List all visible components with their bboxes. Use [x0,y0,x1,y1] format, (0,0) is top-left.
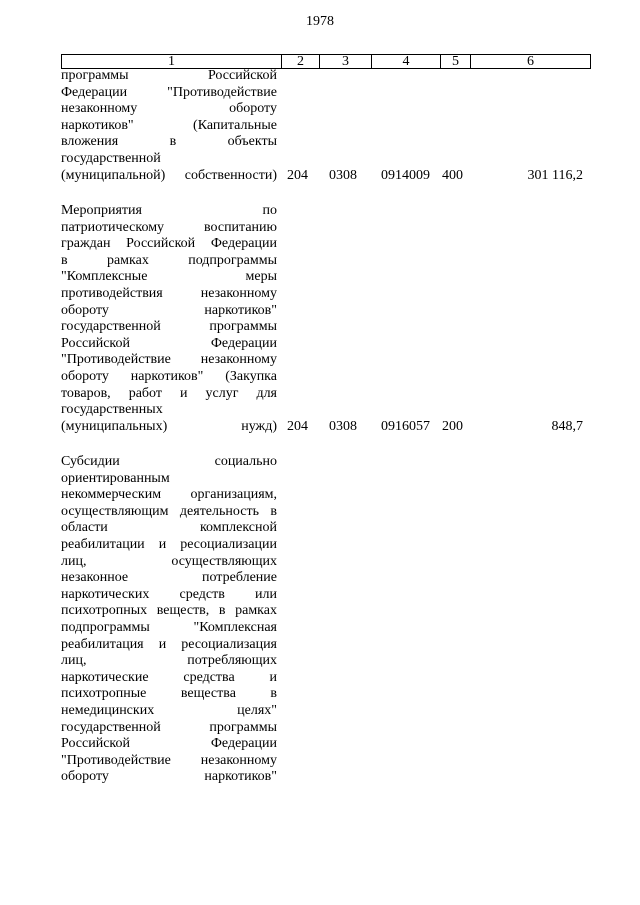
description-line: осуществляющим деятельность в [61,503,277,519]
description-line: немедицинских целях" [61,702,277,718]
description-line: товаров, работ и услуг для [61,385,277,401]
column-header-4: 4 [371,55,440,68]
description-line: ориентированным [61,470,170,486]
row-amount: 301 116,2 [527,167,583,183]
row-target-article: 0916057 [381,418,430,434]
description-line: государственной программы [61,719,277,735]
column-header-5: 5 [440,55,470,68]
description-line: граждан Российской Федерации [61,236,277,252]
description-line: наркотиков" (Капитальные [61,117,277,133]
column-header-3: 3 [319,55,371,68]
row-target-article: 0914009 [381,167,430,183]
row-section: 0308 [329,418,357,434]
description-line: "Комплексные меры [61,269,277,285]
description-line: Российской Федерации [61,335,277,351]
description-line: лиц, потребляющих [61,653,277,669]
description-line: государственной [61,150,161,166]
description-line: патриотическому воспитанию [61,219,277,235]
column-header-6: 6 [470,55,590,68]
table-header [61,54,591,69]
description-line: "Противодействие незаконному [61,352,277,368]
description-line: в рамках подпрограммы [61,252,277,268]
row-description [61,68,277,184]
description-line: государственных [61,402,163,418]
column-header-2: 2 [281,55,319,68]
description-line: психотропные вещества в [61,686,277,702]
row-amount: 848,7 [551,418,583,434]
page-number: 1978 [306,14,334,29]
description-line: государственной программы [61,319,277,335]
row-code: 204 [287,167,308,183]
description-line: незаконное потребление [61,570,277,586]
description-line: Федерации "Противодействие [61,84,277,100]
row-code: 204 [287,418,308,434]
description-line: обороту наркотиков" (Закупка [61,368,277,384]
description-line: области комплексной [61,520,277,536]
row-expense-type: 400 [442,167,463,183]
description-line: реабилитации и ресоциализации [61,536,277,552]
description-line: Мероприятия по [61,203,277,218]
description-line: вложения в объекты [61,134,277,150]
description-line: программы Российской [61,68,277,83]
row-description [61,454,277,786]
description-line: обороту наркотиков" [61,769,277,785]
description-line: обороту наркотиков" [61,302,277,318]
description-line: некоммерческим организациям, [61,487,277,503]
description-line: лиц, осуществляющих [61,553,277,569]
description-line: наркотические средства и [61,669,277,685]
description-line: противодействия незаконному [61,285,277,301]
description-line: наркотических средств или [61,586,277,602]
row-section: 0308 [329,167,357,183]
row-expense-type: 200 [442,418,463,434]
description-line: реабилитация и ресоциализация [61,636,277,652]
description-line: (муниципальных) нужд) [61,418,277,434]
row-description [61,203,277,435]
description-line: (муниципальной) собственности) [61,167,277,183]
column-header-1: 1 [168,54,175,69]
description-line: "Противодействие незаконному [61,752,277,768]
description-line: Российской Федерации [61,736,277,752]
description-line: психотропных веществ, в рамках [61,603,277,619]
description-line: незаконному обороту [61,101,277,117]
description-line: подпрограммы "Комплексная [61,619,277,635]
description-line: Субсидии социально [61,454,277,469]
